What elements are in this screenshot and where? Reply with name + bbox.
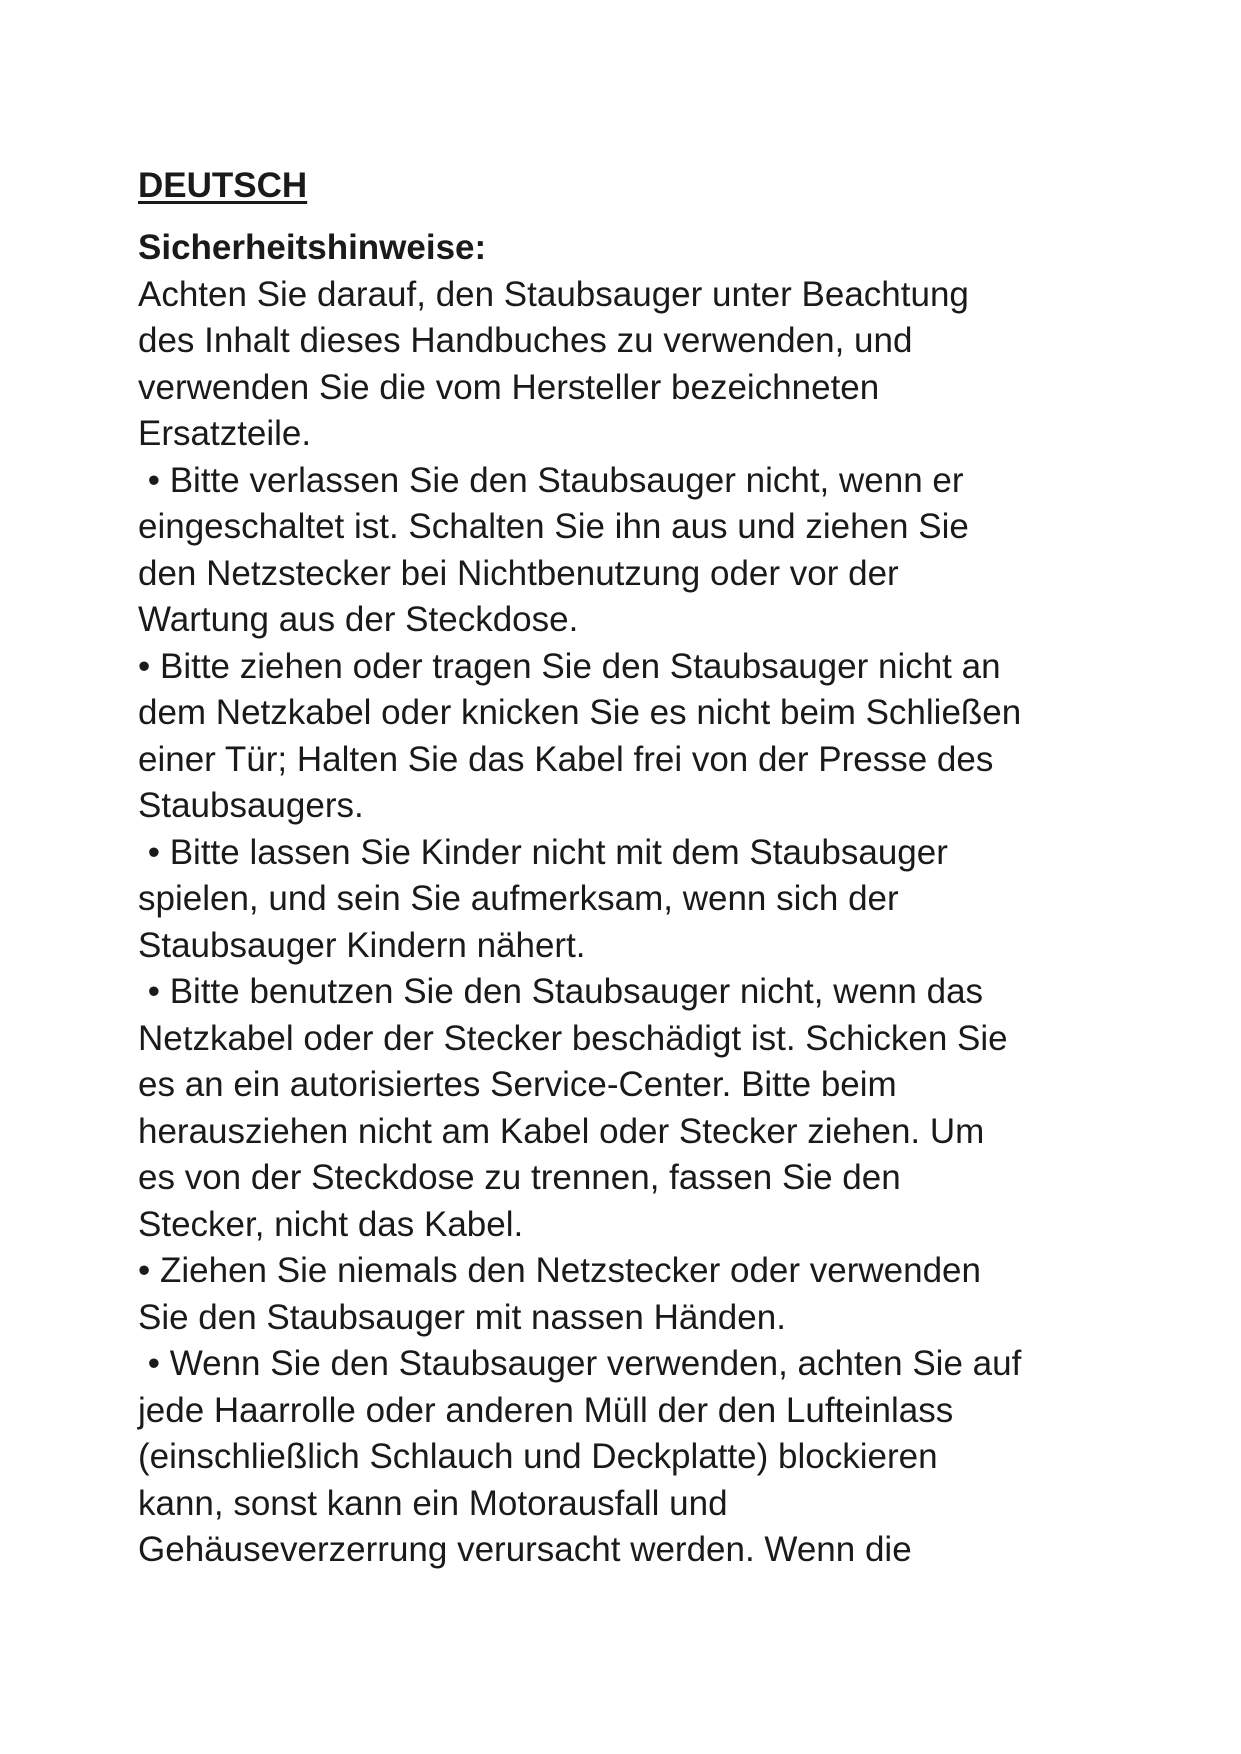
text-line: Netzkabel oder der Stecker beschädigt ist. Schicken Sie (138, 1018, 1008, 1058)
text-line: • Bitte verlassen Sie den Staubsauger nicht, wenn er (138, 460, 964, 500)
text-line: Ersatzteile. (138, 414, 312, 453)
text-line: Gehäuseverzerrung verursacht werden. Wenn die (138, 1530, 912, 1569)
text-line: • Ziehen Sie niemals den Netzstecker oder verwenden (138, 1251, 981, 1290)
text-line: verwenden Sie die vom Hersteller bezeichneten (138, 367, 880, 407)
bullet-item (138, 644, 1138, 830)
text-line: jede Haarrolle oder anderen Müll der den Lufteinlass (138, 1390, 954, 1430)
bullet-item (138, 1341, 1138, 1574)
text-line: spielen, und sein Sie aufmerksam, wenn sich der (138, 879, 899, 918)
section-title: Sicherheitshinweise: (138, 228, 487, 267)
intro-paragraph (138, 272, 1138, 458)
text-line: Staubsaugers. (138, 786, 364, 825)
text-line: (einschließlich Schlauch und Deckplatte) blockieren (138, 1437, 938, 1476)
text-line: Stecker, nicht das Kabel. (138, 1204, 524, 1244)
text-line: Sie den Staubsauger mit nassen Händen. (138, 1297, 786, 1337)
text-line: des Inhalt dieses Handbuches zu verwenden, und (138, 321, 913, 360)
bullet-item (138, 458, 1138, 644)
text-line: es an ein autorisiertes Service-Center. Bitte beim (138, 1065, 897, 1104)
text-line: dem Netzkabel oder knicken Sie es nicht beim Schließen (138, 693, 1022, 732)
text-line: Achten Sie darauf, den Staubsauger unter Beachtung (138, 274, 969, 314)
text-line: Staubsauger Kindern nähert. (138, 925, 586, 965)
text-line: den Netzstecker bei Nichtbenutzung oder vor der (138, 553, 899, 593)
text-line: einer Tür; Halten Sie das Kabel frei von der Presse des (138, 739, 994, 779)
text-line: • Bitte ziehen oder tragen Sie den Staubsauger nicht an (138, 646, 1001, 686)
text-line: es von der Steckdose zu trennen, fassen Sie den (138, 1158, 901, 1197)
bullet-item (138, 830, 1138, 970)
text-line: • Bitte benutzen Sie den Staubsauger nicht, wenn das (138, 972, 984, 1011)
text-line: • Wenn Sie den Staubsauger verwenden, achten Sie auf (138, 1344, 1022, 1383)
document-page (138, 165, 1138, 1574)
bullet-item (138, 969, 1138, 1248)
language-heading: DEUTSCH (138, 166, 308, 205)
text-line: kann, sonst kann ein Motorausfall und (138, 1483, 728, 1523)
bullet-item (138, 1248, 1138, 1341)
text-line: eingeschaltet ist. Schalten Sie ihn aus und ziehen Sie (138, 507, 969, 546)
text-line: Wartung aus der Steckdose. (138, 600, 579, 639)
text-line: • Bitte lassen Sie Kinder nicht mit dem Staubsauger (138, 832, 948, 872)
text-line: herausziehen nicht am Kabel oder Stecker ziehen. Um (138, 1111, 985, 1151)
